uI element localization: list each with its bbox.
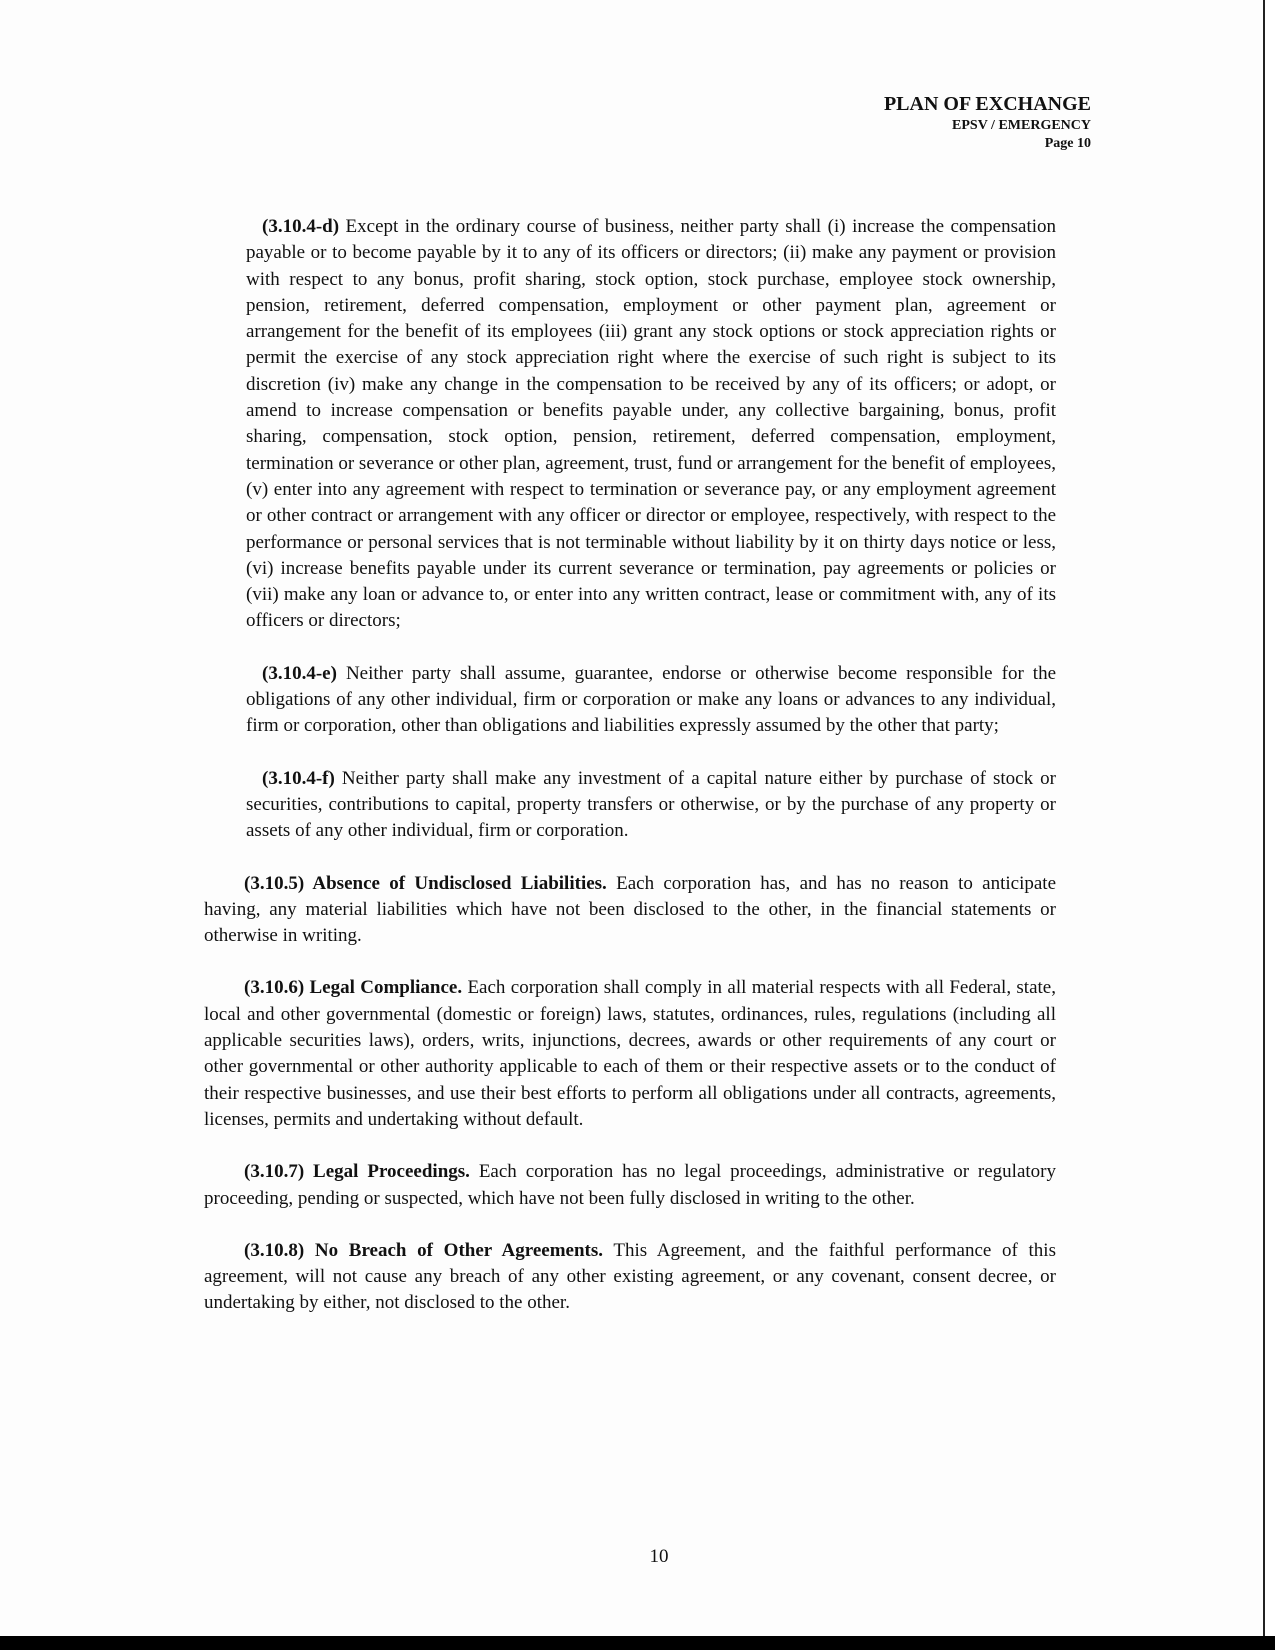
paragraph-3-10-4-d <box>246 214 1056 635</box>
paragraph-text: Except in the ordinary course of business, neither party shall (i) increase the compensation payable or to become payable by it to any of its officers or directors; (ii) make any payment or provision with respect to any bonus, profit sharing, stock option, stock purchase, employee stock ownership, pension, retirement, deferred compensation, employment or other payment plan, agreement or arrangement for the benefit of its employees (iii) grant any stock options or stock appreciation rights or permit the exercise of any stock appreciation right where the exercise of such right is subject to its discretion (iv) make any change in the compensation to be received by any of its officers; or adopt, or amend to increase compensation or benefits payable under, any collective bargaining, bonus, profit sharing, compensation, stock option, pension, retirement, deferred compensation, employment, termination or severance or other plan, agreement, trust, fund or arrangement for the benefit of employees, (v) enter into any agreement with respect to termination or severance pay, or any employment agreement or other contract or arrangement with any officer or director or employee, respectively, with respect to the performance or personal services that is not terminable without liability by it on thirty days notice or less, (vi) increase benefits payable under its current severance or termination, pay agreements or policies or (vii) make any loan or advance to, or enter into any written contract, lease or commitment with, any of its officers or directors; <box>246 216 1057 632</box>
paragraph-heading: (3.10.6) Legal Compliance. <box>244 977 463 999</box>
page-header <box>884 92 1091 152</box>
paragraph-heading: (3.10.5) Absence of Undisclosed Liabilities. <box>244 872 607 894</box>
paragraph-text: This Agreement, and the faithful performance of this agreement, will not cause any breach of any other existing agreement, or any covenant, consent decree, or undertaking by either, not disclosed to the other. <box>204 1239 1056 1314</box>
paragraph-text: Each corporation has no legal proceedings, administrative or regulatory proceeding, pending or suspected, which have not been fully disclosed in writing to the other. <box>204 1161 1057 1209</box>
paragraph-text: Each corporation shall comply in all material respects with all Federal, state, local and other governmental (domestic or foreign) laws, statutes, ordinances, rules, regulations (including all applicable securities laws), orders, writs, injunctions, decrees, awards or other requirements of any court or other governmental or other authority applicable to each of them or their respective assets or to the conduct of their respective businesses, and use their best efforts to perform all obligations under all contracts, agreements, licenses, permits and undertaking without default. <box>204 977 1056 1130</box>
paragraph-text: Neither party shall make any investment of a capital nature either by purchase of stock or securities, contributions to capital, property transfers or otherwise, or by the purchase of any property or assets of any other individual, firm or corporation. <box>246 767 1057 842</box>
paragraph-3-10-7 <box>204 1159 1056 1212</box>
paragraph-3-10-8 <box>204 1238 1056 1317</box>
paragraph-text: Each corporation has, and has no reason to anticipate having, any material liabilities which have not been disclosed to the other, in the financial statements or otherwise in writing. <box>204 872 1057 947</box>
header-subtitle: EPSV / EMERGENCY <box>952 118 1091 133</box>
paragraph-heading: (3.10.4-e) <box>262 662 337 684</box>
paragraph-heading: (3.10.4-f) <box>262 767 335 789</box>
scan-border <box>0 1636 1275 1650</box>
paragraph-3-10-4-e <box>246 661 1056 740</box>
header-title: PLAN OF EXCHANGE <box>883 93 1091 115</box>
paragraph-heading: (3.10.7) Legal Proceedings. <box>244 1161 470 1183</box>
document-body <box>204 214 1056 1343</box>
paragraph-text: Neither party shall assume, guarantee, endorse or otherwise become responsible for the obligations of any other individual, firm or corporation or make any loans or advances to any individual, firm or corporation, other than obligations and liabilities expressly assumed by the other that party; <box>246 662 1056 737</box>
page-number: 10 <box>649 1546 669 1567</box>
paragraph-heading: (3.10.8) No Breach of Other Agreements. <box>244 1239 604 1261</box>
paragraph-3-10-6 <box>204 975 1056 1133</box>
paragraph-heading: (3.10.4-d) <box>262 216 340 237</box>
paragraph-3-10-4-f <box>246 766 1056 845</box>
header-page-label: Page 10 <box>1044 135 1091 151</box>
paragraph-3-10-5 <box>204 871 1056 950</box>
